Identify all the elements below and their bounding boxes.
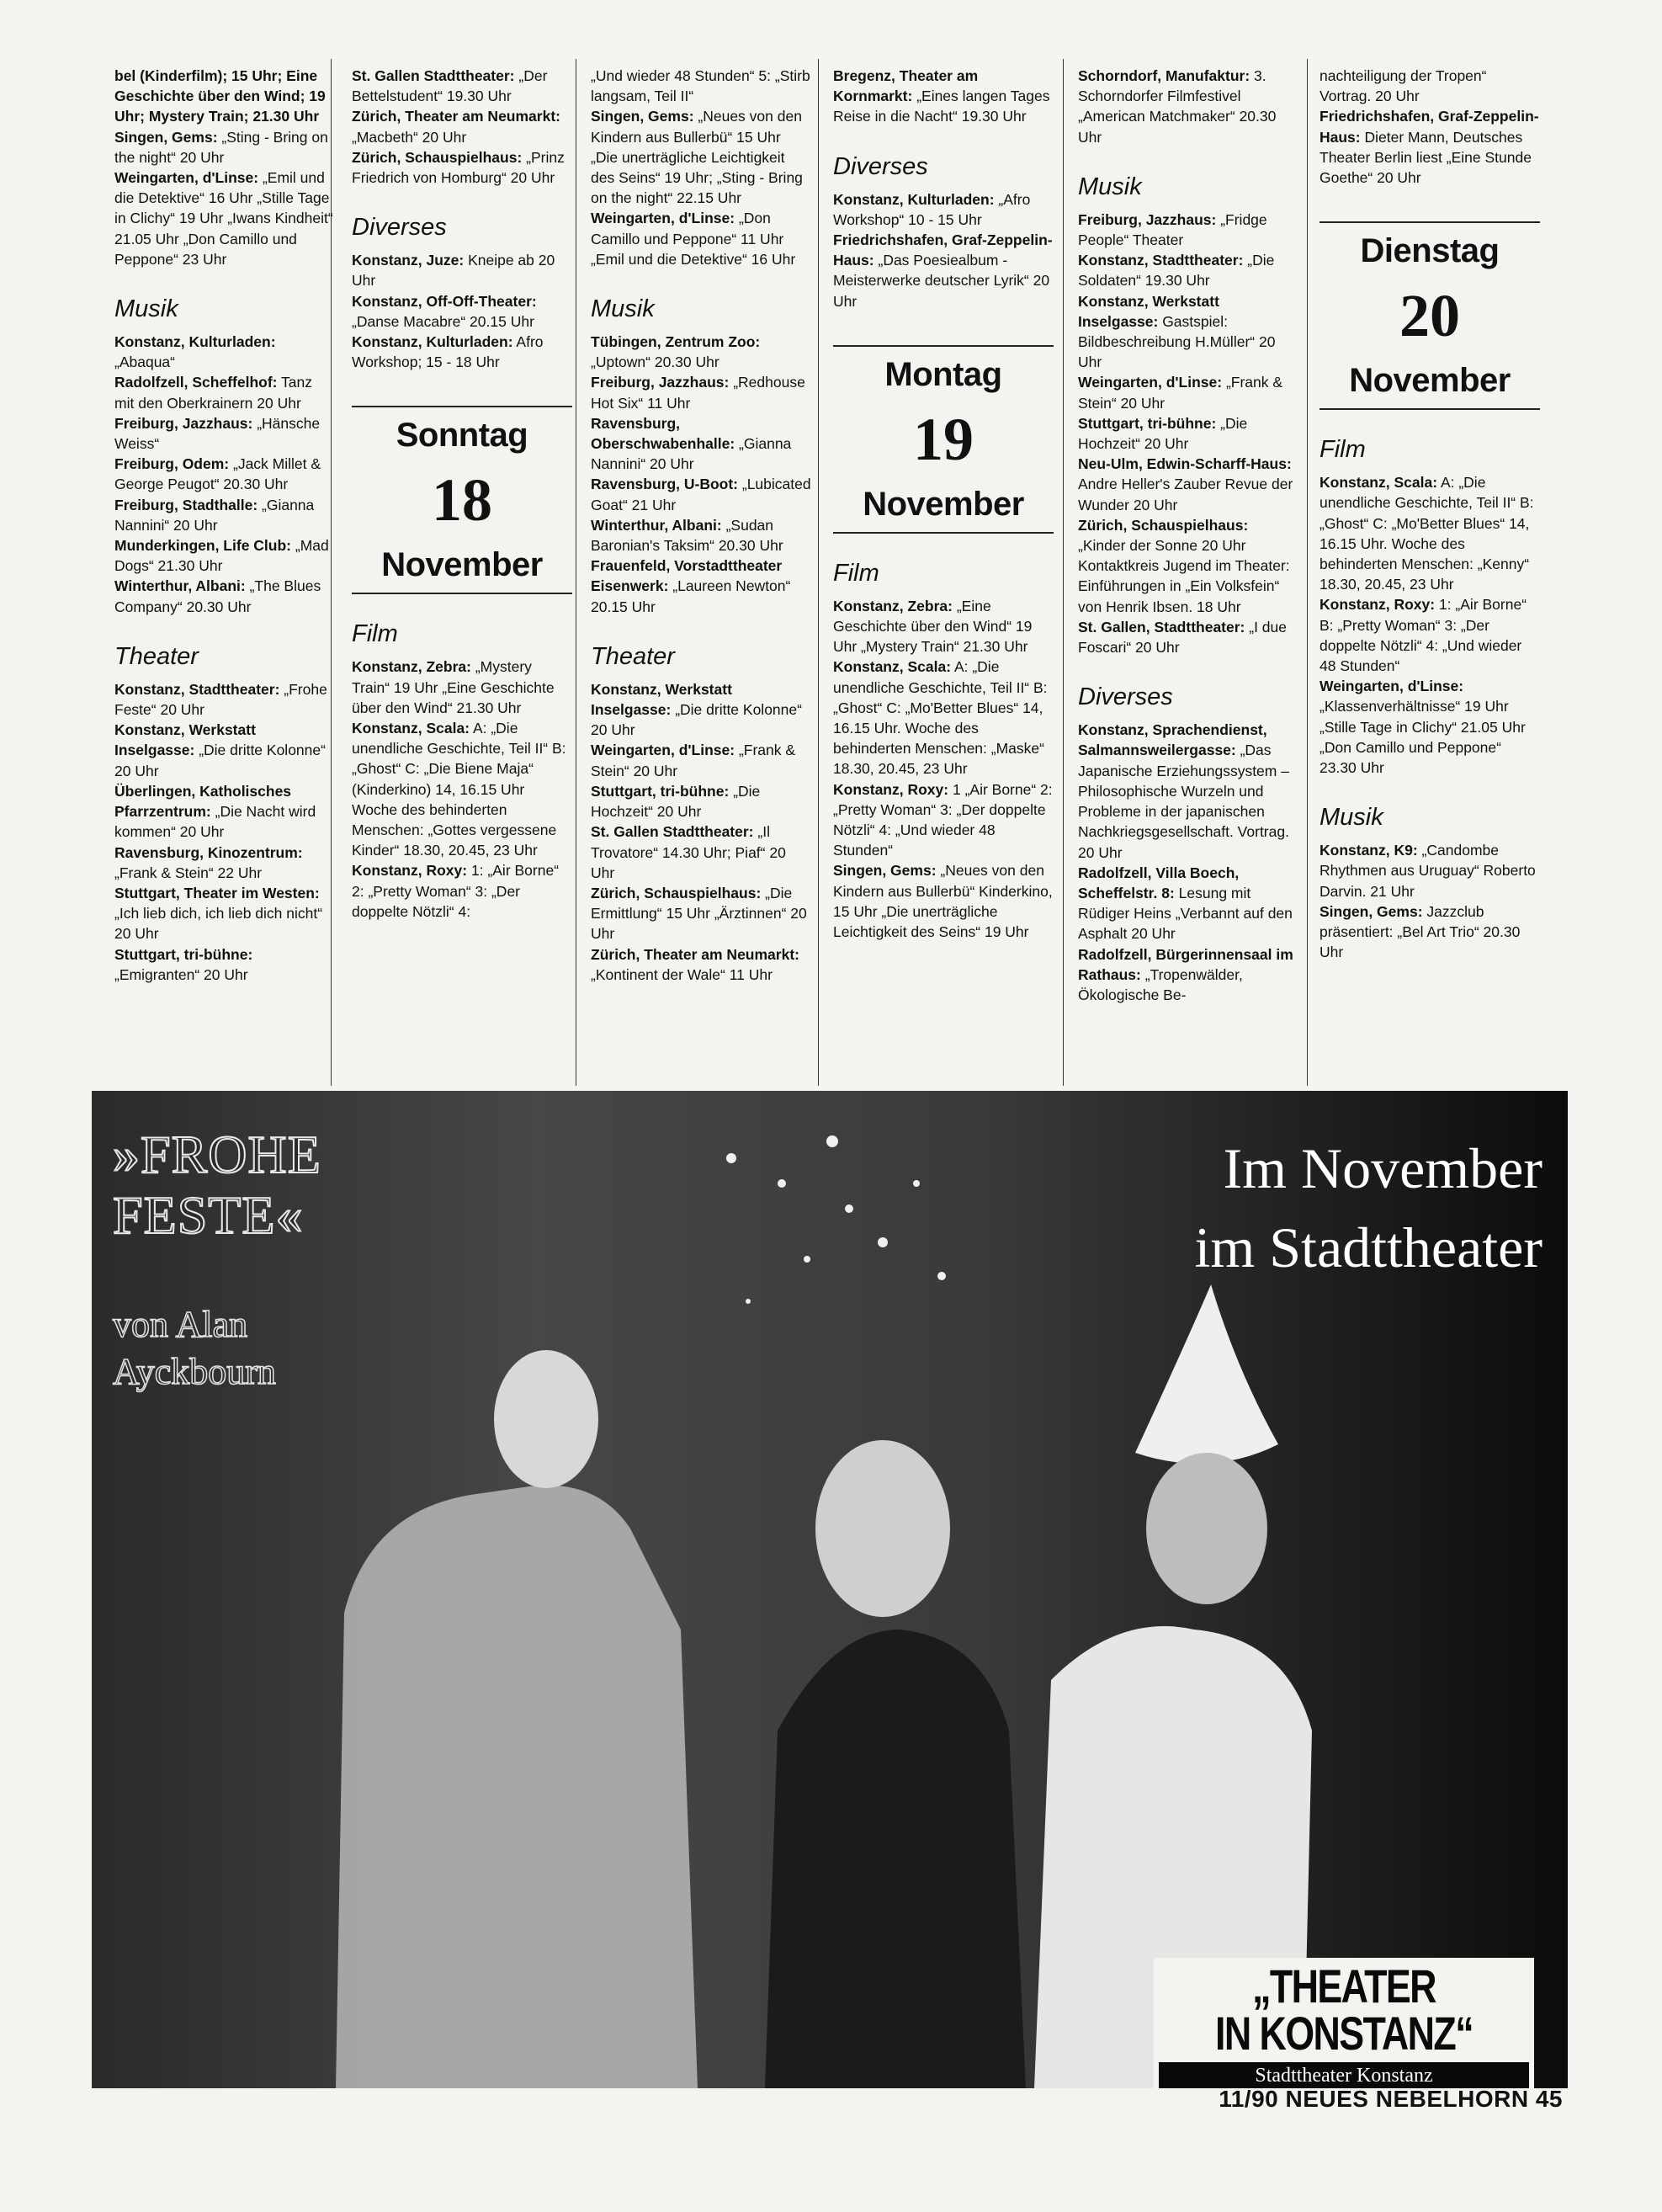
venue-name: Weingarten, d'Linse: (1078, 374, 1223, 391)
event-details: „Redhouse Hot Six“ 11 Uhr (591, 374, 805, 412)
venue-name: Schorndorf, Manufaktur: (1078, 67, 1250, 84)
listing-entry (352, 657, 572, 718)
venue-name: Stuttgart, Theater im Westen: (114, 884, 320, 901)
venue-name: Singen, Gems: (833, 862, 937, 880)
listing-column-1 (114, 66, 335, 985)
figure-left-head (494, 1350, 598, 1488)
day-name: Sonntag (396, 417, 528, 455)
figure-center-head (815, 1440, 950, 1617)
listing-entry (352, 291, 572, 332)
event-details: „Kinder der Sonne 20 Uhr Kontaktkreis Jugend im Theater: Einführungen in „Ein Volksfein“ von Henrik Ibsen. 18 Uhr (1078, 537, 1290, 615)
venue-name: Weingarten, d'Linse: (1320, 678, 1464, 695)
month-name: November (863, 485, 1024, 523)
author-line: von Alan (113, 1304, 248, 1345)
listing-entry (591, 556, 811, 617)
venue-name: Neu-Ulm, Edwin-Scharff-Haus: (1078, 455, 1292, 473)
event-details: „Eine Geschichte über den Wind“ 19 Uhr „Mystery Train“ 21.30 Uhr (833, 597, 1033, 656)
listing-entry (1078, 372, 1298, 412)
venue-name: Radolfzell, Villa Boech, Scheffelstr. 8: (1078, 864, 1240, 901)
venue-name: Zürich, Theater am Neumarkt: (352, 108, 560, 125)
section-heading: Diverses (352, 214, 447, 242)
venue-name: Konstanz, Kulturladen: (352, 333, 513, 351)
section-heading: Musik (1320, 804, 1383, 832)
event-details: A: „Die unendliche Geschichte, Teil II“ B: „Ghost“ C: „Mo'Better Blues“ 14, 16.15 Uhr. Woche des behinderten Menschen: „Kenny“ 18.30, 20.45, 23 Uhr (1320, 474, 1534, 593)
event-details: „Die Hochzeit“ 20 Uhr (1078, 414, 1248, 453)
venue-name: Konstanz, Roxy: (352, 862, 468, 880)
theater-logo (1154, 1958, 1534, 2088)
listing-entry (352, 106, 572, 146)
venue-name: Weingarten, d'Linse: (591, 742, 735, 759)
listing-entry (352, 332, 572, 372)
venue-name: Konstanz, Werkstatt Inselgasse: (1078, 292, 1219, 330)
listing-entry (591, 740, 811, 780)
rule (352, 406, 572, 407)
ad-heading-line: im Stadttheater (1194, 1215, 1543, 1279)
listing-entry (114, 679, 335, 720)
listing-entry (591, 208, 811, 269)
venue-name: Konstanz, Roxy: (1320, 596, 1436, 614)
venue-name: Weingarten, d'Linse: (114, 169, 259, 187)
venue-name: Singen, Gems: (114, 128, 218, 146)
event-details: 1: „Air Borne“ 2: „Pretty Woman“ 3: „Der doppelte Nötzli“ 4: (352, 862, 560, 920)
listing-entry (114, 843, 335, 883)
listing-entry (114, 372, 335, 412)
play-title-line: FESTE« (113, 1185, 304, 1245)
event-details: Jazzclub präsentiert: „Bel Art Trio“ 20.30 Uhr (1320, 902, 1521, 961)
event-details: „Tropenwälder, Ökologische Be- (1078, 965, 1243, 1003)
venue-name: Konstanz, Scala: (1320, 474, 1438, 492)
listing-entry (591, 332, 811, 372)
event-details: Kneipe ab 20 Uhr (352, 252, 555, 290)
event-details: „Gianna Nannini“ 20 Uhr (591, 435, 792, 473)
event-details: „Frank & Stein“ 20 Uhr (591, 742, 796, 779)
listing-entry (1078, 863, 1298, 944)
event-details: „Frohe Feste“ 20 Uhr (114, 680, 327, 719)
listing-entry (591, 66, 811, 106)
venue-name: Ravensburg, Kinozentrum: (114, 843, 303, 861)
play-title-line: »FROHE (113, 1125, 321, 1184)
listing-entry (1078, 250, 1298, 290)
author-line: Ayckbourn (113, 1351, 276, 1392)
listing-entry (1078, 413, 1298, 454)
listing-entry (591, 106, 811, 208)
event-details: „I due Foscari“ 20 Uhr (1078, 618, 1287, 657)
venue-name: Frauenfeld, Vorstadttheater Eisenwerk: (591, 557, 783, 595)
rule (833, 532, 1054, 534)
listing-entry (114, 720, 335, 781)
venue-name: Konstanz, Stadttheater: (114, 680, 280, 698)
venue-name: Stuttgart, tri-bühne: (591, 782, 730, 800)
listing-entry (833, 230, 1054, 311)
event-details: „Die Hochzeit“ 20 Uhr (591, 782, 761, 821)
listing-entry (114, 576, 335, 616)
venue-name: Konstanz, K9: (1320, 842, 1418, 859)
event-details: „The Blues Company“ 20.30 Uhr (114, 577, 321, 615)
day-header (1320, 221, 1540, 410)
venue-name: Konstanz, Roxy: (833, 780, 949, 798)
venue-name: Konstanz, Juze: (352, 252, 465, 269)
event-details: „Laureen Newton“ 20.15 Uhr (591, 577, 791, 615)
listing-entry (1320, 676, 1540, 778)
venue-name: Radolfzell, Scheffelhof: (114, 374, 278, 391)
figure-center (765, 1630, 1026, 2088)
theater-advertisement (92, 1091, 1568, 2088)
listing-entry (352, 66, 572, 106)
venue-name: Konstanz, Scala: (352, 720, 470, 737)
confetti (726, 1135, 946, 1304)
play-title (113, 1125, 321, 1246)
day-number: 20 (1399, 282, 1460, 350)
event-details: nachteiligung der Tropen“ Vortrag. 20 Uhr (1320, 67, 1487, 105)
event-details: Afro Workshop; 15 - 18 Uhr (352, 333, 544, 371)
venue-name: Freiburg, Odem: (114, 455, 230, 473)
event-details: „Prinz Friedrich von Homburg“ 20 Uhr (352, 148, 565, 187)
venue-name: St. Gallen Stadttheater: (591, 823, 754, 841)
listing-entry (591, 474, 811, 514)
venue-name: Ravensburg, U-Boot: (591, 476, 738, 493)
event-details: „Neues von den Kindern aus Bullerbü“ Kinderkino, 15 Uhr „Die unerträgliche Leichtigkeit des Seins“ 19 Uhr (833, 862, 1053, 941)
event-details: „Mad Dogs“ 21.30 Uhr (114, 537, 329, 575)
venue-name: Zürich, Schauspielhaus: (1078, 516, 1249, 534)
event-details: „Kontinent der Wale“ 11 Uhr (591, 965, 773, 983)
listing-entry (1320, 472, 1540, 594)
logo-subtitle: Stadttheater Konstanz (1159, 2062, 1529, 2088)
event-details: „Emil und die Detektive“ 16 Uhr „Stille Tage in Clichy“ 19 Uhr „Iwans Kindheit“ 21.05 Uhr „Don Camillo und Peppone“ 23 Uhr (114, 169, 333, 268)
venue-name: Überlingen, Katholisches Pfarrzentrum: (114, 782, 292, 821)
event-details: „Il Trovatore“ 14.30 Uhr; Piaf“ 20 Uhr (591, 823, 786, 881)
event-details: „Frank & Stein“ 20 Uhr (1078, 374, 1283, 412)
section-heading: Theater (114, 642, 199, 670)
listing-entry (1320, 901, 1540, 963)
event-details: A: „Die unendliche Geschichte, Teil II“ B: „Ghost“ C: „Mo'Better Blues“ 14, 16.15 Uhr. Woche des behinderten Menschen: „Maske“ 18.30, 20.45, 23 Uhr (833, 658, 1048, 778)
listing-entry (591, 372, 811, 412)
event-details: 1: „Air Borne“ B: „Pretty Woman“ 3: „Der doppelte Nötzli“ 4: „Und wieder 48 Stunden“ (1320, 596, 1527, 675)
event-details: „Die Nacht wird kommen“ 20 Uhr (114, 803, 316, 841)
logo-line: „THEATER (1252, 1959, 1436, 2013)
listing-entry (833, 860, 1054, 942)
venue-name: Winterthur, Albani: (591, 516, 722, 534)
column-divider (1307, 59, 1308, 1086)
venue-name: Freiburg, Jazzhaus: (114, 414, 253, 432)
venue-name: Konstanz, Kulturladen: (833, 190, 995, 208)
listing-column-4 (833, 66, 1054, 942)
listing-entry (1078, 617, 1298, 657)
listing-entry (352, 250, 572, 290)
section-heading: Musik (1078, 173, 1142, 200)
rule (1320, 408, 1540, 410)
event-details: „Sting - Bring on the night“ 20 Uhr (114, 128, 328, 166)
event-details: „Die dritte Kolonne“ 20 Uhr (114, 742, 326, 779)
listing-entry (833, 779, 1054, 861)
rule (833, 345, 1054, 347)
venue-name: St. Gallen, Stadttheater: (1078, 618, 1245, 635)
venue-name: Zürich, Schauspielhaus: (352, 148, 523, 166)
column-divider (1063, 59, 1064, 1086)
venue-name: Konstanz, Werkstatt Inselgasse: (114, 721, 256, 759)
listing-entry (591, 883, 811, 944)
venue-name: Radolfzell, Bürgerinnensaal im Rathaus: (1078, 945, 1293, 983)
venue-name: Stuttgart, tri-bühne: (1078, 414, 1217, 432)
event-details: „Die Ermittlung“ 15 Uhr „Ärztinnen“ 20 Uhr (591, 884, 807, 943)
column-divider (818, 59, 819, 1086)
day-name: Montag (884, 355, 1002, 393)
listing-entry (352, 147, 572, 188)
listing-entry (1078, 944, 1298, 1006)
event-details: „Der Bettelstudent“ 19.30 Uhr (352, 67, 548, 105)
event-details: „Macbeth“ 20 Uhr (352, 128, 467, 146)
listing-entry (114, 332, 335, 372)
listing-entry (114, 944, 335, 985)
venue-name: Singen, Gems: (591, 108, 694, 125)
venue-name: Stuttgart, tri-bühne: (114, 945, 253, 963)
listing-entry (1320, 106, 1540, 188)
listing-entry (114, 167, 335, 269)
listing-entry (1078, 454, 1298, 515)
event-details: „Afro Workshop“ 10 - 15 Uhr (833, 190, 1031, 228)
event-details: „Das Poesiealbum - Meisterwerke deutscher Lyrik“ 20 Uhr (833, 252, 1050, 310)
event-details: „Frank & Stein“ 22 Uhr (114, 864, 263, 881)
event-details: Gastspiel: Bildbeschreibung H.Müller“ 20 Uhr (1078, 312, 1276, 371)
venue-name: Freiburg, Jazzhaus: (591, 374, 730, 391)
section-heading: Musik (114, 295, 178, 323)
event-details: „Eines langen Tages Reise in die Nacht“ 19.30 Uhr (833, 88, 1050, 125)
listing-entry (591, 944, 811, 985)
listing-entry (833, 66, 1054, 127)
event-details: „Neues von den Kindern aus Bullerbü“ 15 Uhr „Die unerträgliche Leichtigkeit des Seins“ 19 Uhr; „Sting - Bring on the night“ 22.15 Uhr (591, 108, 803, 207)
listing-entry (114, 535, 335, 576)
venue-name: Konstanz, Kulturladen: (114, 333, 276, 351)
event-details: „Die dritte Kolonne“ 20 Uhr (591, 701, 802, 739)
event-details: Lesung mit Rüdiger Heins „Verbannt auf den Asphalt 20 Uhr (1078, 884, 1293, 943)
venue-name: Friedrichshafen, Graf-Zeppelin-Haus: (1320, 108, 1539, 146)
event-details: „Candombe Rhythmen aus Uruguay“ Roberto Darvin. 21 Uhr (1320, 842, 1536, 900)
event-details: „Und wieder 48 Stunden“ 5: „Stirb langsam, Teil II“ (591, 67, 810, 105)
venue-name: Konstanz, Zebra: (833, 597, 953, 614)
day-header (833, 345, 1054, 534)
day-number: 19 (913, 405, 974, 473)
section-heading: Diverses (833, 152, 928, 180)
listing-entry (1078, 720, 1298, 862)
event-details: „Abaqua“ (114, 354, 175, 371)
listing-entry (1320, 594, 1540, 676)
event-details: „Uptown“ 20.30 Uhr (591, 354, 719, 371)
listing-entry (114, 66, 335, 127)
venue-name: Friedrichshafen, Graf-Zeppelin-Haus: (833, 231, 1053, 269)
figure-right-hat (1135, 1284, 1278, 1464)
listing-column-2 (352, 66, 572, 922)
listing-entry (114, 883, 335, 944)
section-heading: Musik (591, 295, 655, 323)
venue-name: Winterthur, Albani: (114, 577, 246, 595)
listing-entry (591, 515, 811, 556)
listing-column-6 (1320, 66, 1540, 962)
venue-name: Zürich, Schauspielhaus: (591, 884, 762, 901)
event-details: „Emigranten“ 20 Uhr (114, 965, 248, 983)
event-details: „Danse Macabre“ 20.15 Uhr (352, 312, 534, 330)
rule (1320, 221, 1540, 223)
venue-name: Ravensburg, Oberschwabenhalle: (591, 414, 735, 453)
venue-name: Konstanz, Stadttheater: (1078, 252, 1244, 269)
venue-name: Konstanz, Scala: (833, 658, 952, 676)
listing-entry (591, 781, 811, 822)
venue-name: Freiburg, Jazzhaus: (1078, 210, 1217, 228)
section-heading: Film (1320, 436, 1366, 464)
page-footer: 11/90 NEUES NEBELHORN 45 (1219, 2086, 1563, 2112)
listing-entry (833, 596, 1054, 657)
event-details: „Klassenverhältnisse“ 19 Uhr „Stille Tage in Clichy“ 21.05 Uhr „Don Camillo und Peppone“ 23.30 Uhr (1320, 698, 1526, 777)
play-author (113, 1301, 276, 1396)
section-heading: Theater (591, 642, 675, 670)
event-details: „Sudan Baronian's Taksim“ 20.30 Uhr (591, 516, 783, 555)
logo-line: IN KONSTANZ“ (1215, 2007, 1473, 2060)
venue-name: St. Gallen Stadttheater: (352, 67, 515, 84)
listing-entry (114, 413, 335, 454)
event-details: „Hänsche Weiss“ (114, 414, 321, 453)
listing-entry (833, 657, 1054, 779)
venue-name: Singen, Gems: (1320, 902, 1423, 920)
listing-entry (1320, 840, 1540, 901)
day-header (352, 406, 572, 594)
event-details: „Ich lieb dich, ich lieb dich nicht“ 20 Uhr (114, 905, 323, 943)
event-details: „Fridge People“ Theater (1078, 210, 1267, 249)
venue-name: Freiburg, Stadthalle: (114, 496, 258, 513)
event-details: „Don Camillo und Peppone“ 11 Uhr „Emil und die Detektive“ 16 Uhr (591, 210, 796, 268)
rule (352, 593, 572, 594)
event-details: „Lubicated Goat“ 21 Uhr (591, 476, 811, 513)
venue-name: Weingarten, d'Linse: (591, 210, 735, 227)
listing-entry (591, 822, 811, 883)
listing-entry (352, 860, 572, 922)
listing-entry (1078, 66, 1298, 147)
listing-column-3 (591, 66, 811, 985)
figure-right-head (1146, 1453, 1267, 1604)
event-details: „Die Soldaten“ 19.30 Uhr (1078, 252, 1275, 290)
section-heading: Film (833, 559, 879, 587)
venue-name: Zürich, Theater am Neumarkt: (591, 945, 799, 963)
venue-name: Konstanz, Sprachendienst, Salmannsweilergasse: (1078, 721, 1267, 759)
event-details: „Jack Millet & George Peugot“ 20.30 Uhr (114, 455, 321, 493)
venue-name: Konstanz, Zebra: (352, 658, 471, 676)
venue-name: Munderkingen, Life Club: (114, 537, 291, 555)
month-name: November (1349, 362, 1511, 400)
event-details: „Mystery Train“ 19 Uhr „Eine Geschichte über den Wind“ 21.30 Uhr (352, 658, 555, 716)
event-details: A: „Die unendliche Geschichte, Teil II“ B: „Ghost“ C: „Die Biene Maja“ (Kinderkino) 14, 16.15 Uhr Woche des behinderten Menschen: „Gottes vergessene Kinder“ 18.30, 20.45, 23 Uhr (352, 720, 566, 859)
listing-entry (114, 781, 335, 843)
listing-entry (1078, 291, 1298, 373)
listing-entry (114, 454, 335, 494)
figure-left (336, 1486, 698, 2088)
venue-name: Tübingen, Zentrum Zoo: (591, 333, 761, 351)
listing-entry (1078, 210, 1298, 250)
ad-heading-line: Im November (1223, 1136, 1543, 1200)
month-name: November (381, 546, 543, 584)
ad-heading (1194, 1129, 1543, 1287)
venue-name: Konstanz, Werkstatt Inselgasse: (591, 680, 732, 719)
listing-column-5 (1078, 66, 1298, 1005)
event-details: Tanz mit den Oberkrainern 20 Uhr (114, 374, 312, 412)
event-details: „Das Japanische Erziehungssystem – Philosophische Wurzeln und Probleme in der japanischen Nachkriegsgesellschaft. Vortrag. 20 Uhr (1078, 742, 1289, 861)
listing-entry (114, 495, 335, 535)
event-details: 3. Schorndorfer Filmfestivel „American Matchmaker“ 20.30 Uhr (1078, 67, 1277, 146)
listing-entry (591, 413, 811, 475)
listing-entry (833, 189, 1054, 230)
event-details: Dieter Mann, Deutsches Theater Berlin liest „Eine Stunde Goethe“ 20 Uhr (1320, 128, 1532, 187)
section-heading: Diverses (1078, 683, 1173, 711)
event-details: 1 „Air Borne“ 2: „Pretty Woman“ 3: „Der doppelte Nötzli“ 4: „Und wieder 48 Stunden“ (833, 780, 1053, 859)
venue-name: Konstanz, Off-Off-Theater: (352, 292, 537, 310)
listing-entry (114, 127, 335, 167)
day-number: 18 (432, 466, 492, 534)
listing-entry (1078, 515, 1298, 617)
day-name: Dienstag (1360, 232, 1500, 270)
venue-name: Bregenz, Theater am Kornmarkt: (833, 67, 979, 105)
venue-name: bel (Kinderfilm); 15 Uhr; Eine Geschichte über den Wind; 19 Uhr; Mystery Train; 21.30 Uhr (114, 67, 326, 125)
listing-entry (352, 718, 572, 860)
listing-entry (1320, 66, 1540, 106)
section-heading: Film (352, 620, 398, 648)
event-details: „Gianna Nannini“ 20 Uhr (114, 496, 315, 534)
listing-entry (591, 679, 811, 741)
event-details: Andre Heller's Zauber Revue der Wunder 20 Uhr (1078, 476, 1293, 513)
